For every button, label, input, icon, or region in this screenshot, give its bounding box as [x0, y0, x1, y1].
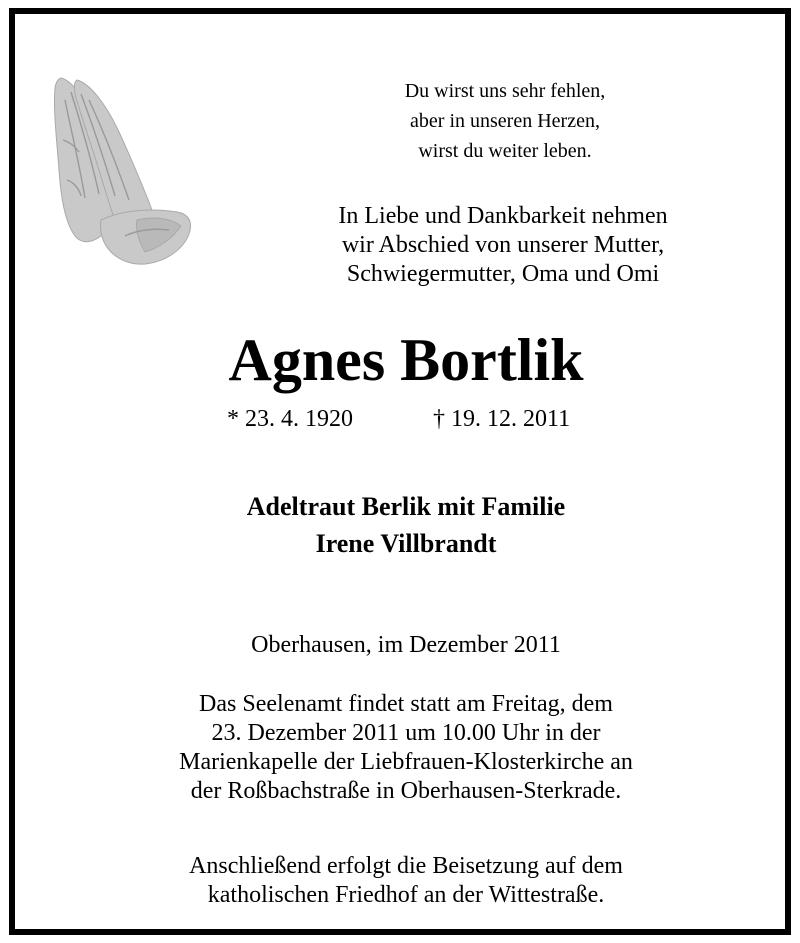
service-line: Das Seelenamt findet statt am Freitag, dem	[199, 691, 613, 717]
motto-line: wirst du weiter leben.	[418, 140, 592, 162]
mourner-line: Adeltraut Berlik mit Familie	[246, 492, 566, 521]
farewell-line: Schwiegermutter, Oma und Omi	[346, 261, 660, 287]
burial-line: Anschließend erfolgt die Beisetzung auf dem	[189, 853, 623, 879]
deceased-name: Agnes Bortlik	[228, 327, 584, 393]
service-line: 23. Dezember 2011 um 10.00 Uhr in der	[211, 720, 601, 746]
place-date: Oberhausen, im Dezember 2011	[251, 632, 561, 658]
service-notice	[15, 690, 797, 806]
birth-date: * 23. 4. 1920	[227, 406, 353, 432]
farewell-line: wir Abschied von unserer Mutter,	[341, 232, 665, 258]
burial-line: katholischen Friedhof an der Wittestraße.	[207, 882, 605, 908]
death-date: † 19. 12. 2011	[433, 406, 571, 432]
burial-notice	[15, 852, 797, 910]
service-line: Marienkapelle der Liebfrauen-Klosterkirche an	[179, 749, 633, 775]
motto-verse	[225, 76, 785, 166]
farewell-line: In Liebe und Dankbarkeit nehmen	[338, 203, 668, 229]
motto-line: aber in unseren Herzen,	[410, 110, 600, 132]
mourners-list	[15, 488, 797, 562]
mourner-line: Irene Villbrandt	[315, 529, 497, 558]
motto-line: Du wirst uns sehr fehlen,	[404, 80, 606, 102]
obituary-frame	[9, 8, 791, 935]
farewell-text	[203, 202, 800, 289]
praying-hands-icon	[41, 70, 193, 265]
service-line: der Roßbachstraße in Oberhausen-Sterkrade.	[190, 778, 622, 804]
